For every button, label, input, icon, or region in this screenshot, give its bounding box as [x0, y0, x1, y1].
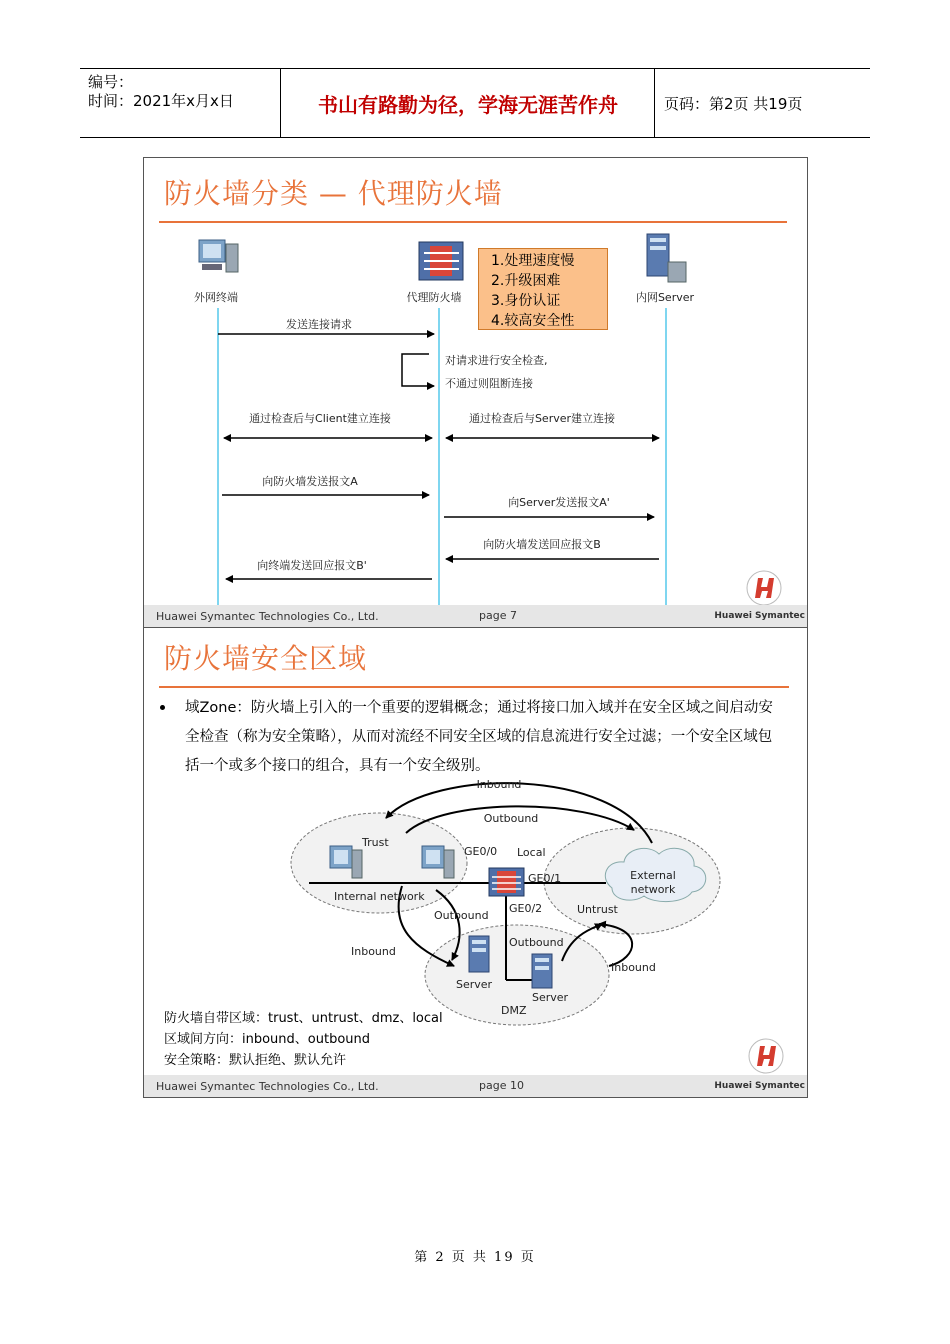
trust-label: Trust	[362, 836, 389, 849]
msg-check-line2: 不通过则阻断连接	[445, 377, 533, 390]
inbound-label: Inbound	[351, 945, 396, 958]
external-label: External	[630, 869, 676, 882]
slide-title: 防火墙分类 — 代理防火墙	[164, 177, 503, 210]
slide-footer	[144, 597, 807, 627]
slide-footer	[144, 1067, 807, 1097]
header-divider	[280, 69, 281, 137]
actor-server-label: 内网Server	[635, 291, 695, 304]
msg-check-line1: 对请求进行安全检查,	[445, 354, 548, 367]
server-icon	[469, 936, 489, 972]
outbound-label: Outbound	[509, 936, 564, 949]
firewall-icon	[489, 868, 524, 896]
header-meta	[88, 73, 234, 111]
feature-item: 4.较高安全性	[491, 313, 575, 329]
document-header	[80, 68, 870, 138]
ge01-label: GE0/1	[528, 872, 562, 885]
external-label: network	[630, 883, 676, 896]
page-footer: 第 2 页 共 19 页	[414, 1250, 536, 1265]
untrust-label: Untrust	[577, 903, 618, 916]
server-label: Server	[456, 978, 493, 991]
zone-definition-text: 域Zone：防火墙上引入的一个重要的逻辑概念；通过将接口加入域并在安全区域之间启动安全检查（称为安全策略），从而对流经不同安全区域的信息流进行安全过滤；一个安全区域包括一个或多个接口的组合，具有一个安全级别。	[185, 700, 773, 774]
msg-reply-b-label: 向防火墙发送回应报文B	[483, 538, 601, 551]
msg-request-label: 发送连接请求	[286, 318, 352, 331]
slide-proxy-firewall	[143, 157, 808, 628]
header-motto: 书山有路勤为径，学海无涯苦作舟	[318, 93, 618, 117]
slide-title: 防火墙安全区域	[164, 642, 368, 675]
ge02-label: GE0/2	[509, 902, 543, 915]
note-default-zones: 防火墙自带区域：trust、untrust、dmz、local	[164, 1011, 443, 1026]
actor-client-label: 外网终端	[194, 291, 238, 304]
slide-security-zones	[143, 627, 808, 1098]
internal-network-label: Internal network	[334, 890, 425, 903]
feature-item: 2.升级困难	[491, 273, 561, 289]
server-icon	[647, 234, 686, 282]
ge00-label: GE0/0	[464, 845, 498, 858]
slide-page-number: page 7	[479, 609, 517, 622]
msg-reply-b2-label: 向终端发送回应报文B'	[257, 559, 367, 572]
proxy-features-box	[478, 248, 608, 330]
zone-notes	[164, 1008, 443, 1071]
header-page-info: 页码：第2页 共19页	[664, 95, 803, 113]
dmz-label: DMZ	[501, 1004, 527, 1017]
feature-item: 3.身份认证	[491, 293, 561, 309]
header-divider	[654, 69, 655, 137]
brand-name: Huawei Symantec	[714, 611, 805, 621]
server-label: Server	[532, 991, 569, 1004]
sequence-diagram	[144, 158, 807, 627]
company-name: Huawei Symantec Technologies Co., Ltd.	[156, 1080, 379, 1093]
msg-server-conn-label: 通过检查后与Server建立连接	[468, 412, 616, 425]
date-label: 时间：2021年x月x日	[88, 92, 234, 110]
check-loop-arrow	[402, 354, 434, 386]
inbound-label: Inbound	[611, 961, 656, 974]
feature-item: 1.处理速度慢	[491, 253, 575, 269]
note-directions: 区域间方向：inbound、outbound	[164, 1032, 371, 1047]
client-computer-icon	[199, 240, 238, 272]
outbound-label: Outbound	[483, 812, 539, 825]
serial-label: 编号：	[88, 73, 134, 91]
brand-name: Huawei Symantec	[714, 1081, 805, 1091]
actor-firewall-label: 代理防火墙	[406, 291, 462, 304]
outbound-label: Outbound	[434, 909, 489, 922]
slide-page-number: page 10	[479, 1079, 524, 1092]
inbound-label: Inbound	[476, 778, 522, 791]
local-label: Local	[517, 846, 546, 859]
note-policy: 安全策略：默认拒绝、默认允许	[164, 1053, 347, 1068]
firewall-icon	[419, 242, 463, 280]
msg-client-conn-label: 通过检查后与Client建立连接	[249, 412, 391, 425]
server-icon	[532, 954, 552, 988]
msg-send-a2-label: 向Server发送报文A'	[508, 496, 610, 509]
company-name: Huawei Symantec Technologies Co., Ltd.	[156, 610, 379, 623]
msg-send-a-label: 向防火墙发送报文A	[262, 475, 358, 488]
